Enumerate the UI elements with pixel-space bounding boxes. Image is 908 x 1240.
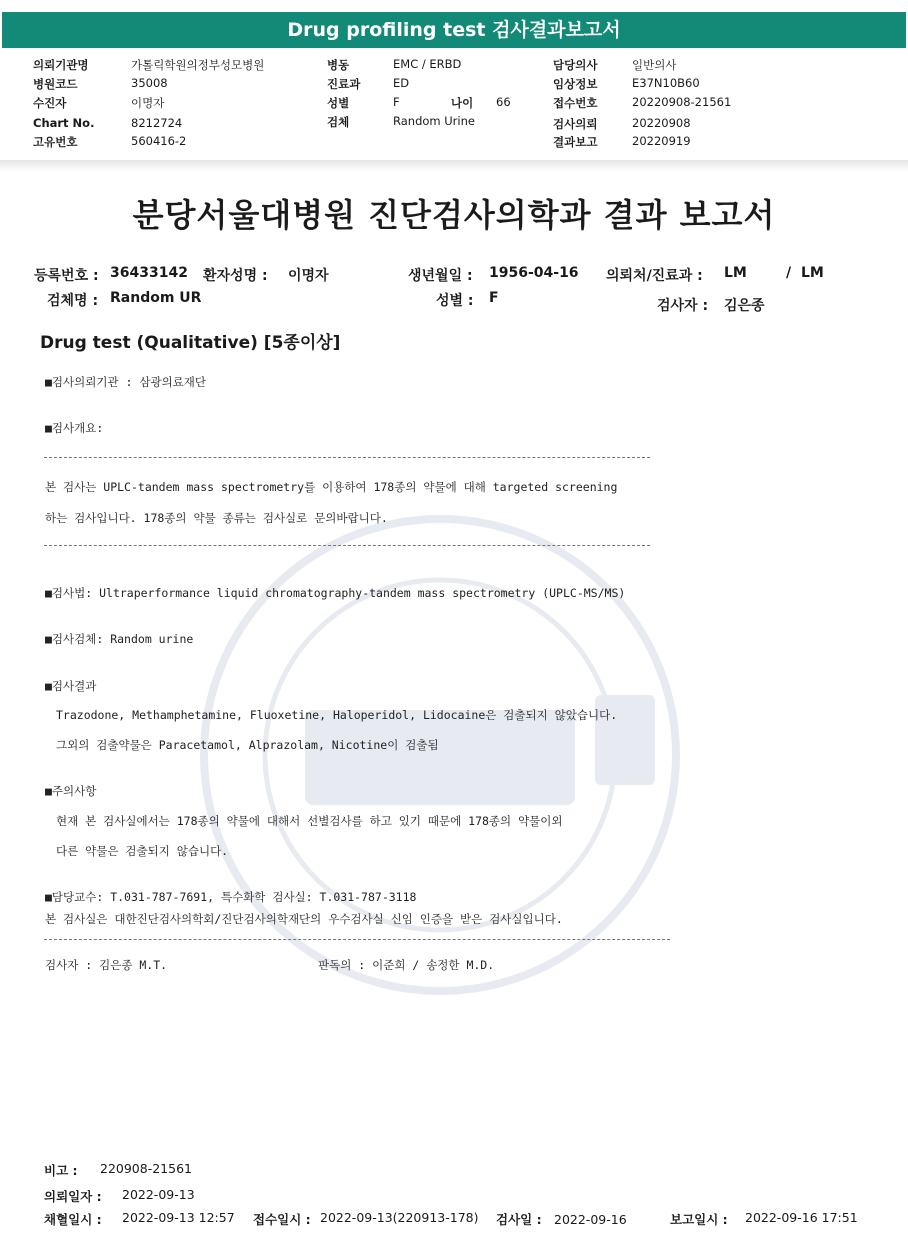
examiner-signature: 검사자 : 김은종 M.T. [45, 958, 168, 972]
specimen-label: 검체명 : [47, 293, 99, 309]
test-date-label: 검사일 : [496, 1212, 542, 1227]
test-title: Drug test (Qualitative) [5종이상] [40, 333, 341, 353]
reg-no-value: 36433142 [110, 265, 188, 281]
info-label-receipt-no: 접수번호 [553, 96, 598, 110]
info-label-department: 진료과 [327, 77, 361, 91]
info-value-doctor: 일반의사 [632, 58, 677, 72]
request-date-value: 2022-09-13 [122, 1187, 195, 1202]
report-time-value: 2022-09-16 17:51 [745, 1210, 858, 1225]
result-line-1: Trazodone, Methamphetamine, Fluoxetine, Haloperidol, Lidocaine은 검출되지 않았습니다. [56, 708, 618, 722]
result-line-2: 그외의 검출약물은 Paracetamol, Alprazolam, Nicotine이 검출됨 [56, 738, 439, 752]
judge-signature: 판독의 : 이준희 / 송정한 M.D. [318, 958, 495, 972]
collect-time-label: 채혈일시 : [44, 1212, 102, 1227]
info-value-sex: F [393, 95, 400, 109]
overview-line-2: 하는 검사입니다. 178종의 약물 종류는 검사실로 문의바랍니다. [45, 511, 388, 525]
request-date-label: 의뢰일자 : [44, 1189, 102, 1204]
info-value-report-date: 20220919 [632, 134, 691, 148]
remark-label: 비고 : [44, 1163, 78, 1178]
requester-line: ■검사의뢰기관 : 삼광의료재단 [45, 375, 207, 389]
overview-heading: ■검사개요: [45, 421, 104, 435]
info-label-sex: 성별 [327, 96, 350, 110]
info-value-specimen: Random Urine [393, 114, 475, 128]
info-label-institution: 의뢰기관명 [33, 58, 89, 72]
info-value-request-date: 20220908 [632, 116, 691, 130]
dob-label: 생년월일 : [408, 268, 473, 284]
info-label-patient: 수진자 [33, 96, 67, 110]
overview-line-1: 본 검사는 UPLC-tandem mass spectrometry를 이용하여 178종의 약물에 대해 targeted screening [45, 480, 618, 494]
info-label-report-date: 결과보고 [553, 135, 598, 149]
remark-value: 220908-21561 [100, 1161, 192, 1176]
caution-line-2: 다른 약물은 검출되지 않습니다. [56, 844, 229, 858]
info-label-unique-no: 고유번호 [33, 135, 78, 149]
divider-dashed [44, 545, 650, 546]
receipt-time-value: 2022-09-13(220913-178) [320, 1210, 479, 1225]
info-value-department: ED [393, 76, 410, 90]
dept-separator: / [786, 265, 792, 281]
info-label-chart-no: Chart No. [33, 116, 95, 130]
info-label-hospital-code: 병원코드 [33, 77, 78, 91]
info-value-receipt-no: 20220908-21561 [632, 95, 732, 109]
collect-time-value: 2022-09-13 12:57 [122, 1210, 235, 1225]
specimen-value: Random UR [110, 290, 202, 306]
specimen-line: ■검사검체: Random urine [45, 632, 194, 646]
dept-label: 의뢰처/진료과 : [606, 268, 703, 284]
caution-line-1: 현재 본 검사실에서는 178종의 약물에 대해서 선별검사를 하고 있기 때문에 178종의 약물이외 [56, 814, 563, 828]
info-value-unique-no: 560416-2 [131, 134, 187, 148]
info-label-clinical: 임상정보 [553, 77, 598, 91]
certification-line: 본 검사실은 대한진단검사의학회/진단검사의학재단의 우수검사실 신임 인증을 받은 검사실입니다. [45, 912, 563, 926]
report-title: 분당서울대병원 진단검사의학과 결과 보고서 [132, 196, 776, 234]
test-date-value: 2022-09-16 [554, 1212, 627, 1227]
caution-heading: ■주의사항 [45, 784, 97, 798]
info-label-age: 나이 [451, 96, 474, 110]
reg-no-label: 등록번호 : [34, 268, 99, 284]
patient-name-value: 이명자 [288, 268, 329, 284]
info-value-ward: EMC / ERBD [393, 57, 462, 71]
report-time-label: 보고일시 : [670, 1212, 728, 1227]
sex-label: 성별 : [436, 293, 474, 309]
info-label-request-date: 검사의뢰 [553, 117, 598, 131]
report-banner: Drug profiling test 검사결과보고서 [2, 12, 906, 48]
info-value-age: 66 [496, 95, 511, 109]
info-value-patient: 이명자 [131, 96, 165, 110]
info-label-ward: 병동 [327, 58, 350, 72]
dob-value: 1956-04-16 [489, 265, 579, 281]
info-value-hospital-code: 35008 [131, 76, 168, 90]
examiner-label: 검사자 : [657, 298, 709, 314]
divider-dashed [44, 939, 670, 940]
info-value-institution: 가톨릭학원의정부성모병원 [131, 58, 265, 72]
sex-value: F [489, 290, 499, 306]
receipt-time-label: 접수일시 : [253, 1212, 311, 1227]
dept-value-1: LM [724, 265, 747, 281]
info-value-chart-no: 8212724 [131, 116, 183, 130]
info-label-doctor: 담당의사 [553, 58, 598, 72]
dept-value-2: LM [801, 265, 824, 281]
request-info-block [0, 54, 908, 164]
info-label-specimen: 검체 [327, 115, 350, 129]
divider-dashed [44, 457, 650, 458]
header-separator [0, 160, 908, 172]
info-value-clinical: E37N10B60 [632, 76, 700, 90]
patient-name-label: 환자성명 : [203, 268, 268, 284]
method-line: ■검사법: Ultraperformance liquid chromatography-tandem mass spectrometry (UPLC-MS/MS) [45, 586, 626, 600]
examiner-value: 김은종 [724, 298, 765, 314]
result-heading: ■검사결과 [45, 679, 97, 693]
contact-line: ■담당교수: T.031-787-7691, 특수화학 검사실: T.031-787-3118 [45, 890, 417, 904]
